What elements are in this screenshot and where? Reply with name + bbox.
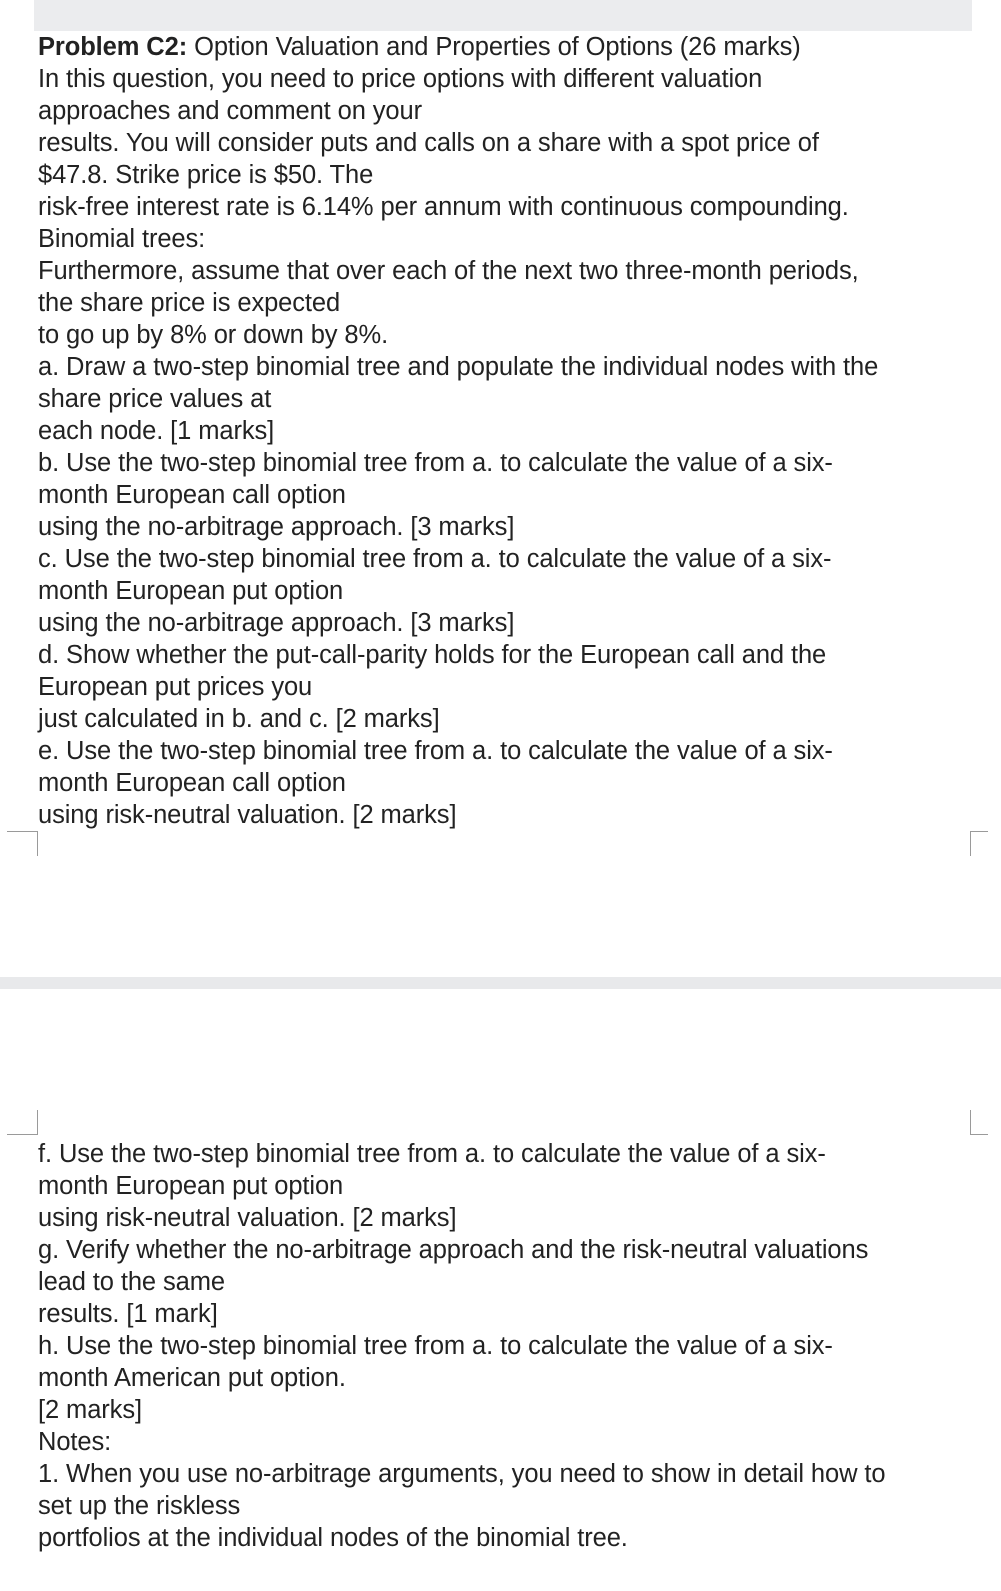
text-line: each node. [1 marks] bbox=[38, 417, 275, 445]
text-line: month European put option bbox=[38, 577, 344, 605]
note-1: 1. When you use no-arbitrage arguments, you need to show in detail how to bbox=[38, 1460, 886, 1488]
notes-heading: Notes: bbox=[38, 1428, 112, 1456]
text-line: using risk-neutral valuation. [2 marks] bbox=[38, 801, 457, 829]
problem-text-page-2 bbox=[38, 1138, 983, 1554]
text-line: month European call option bbox=[38, 481, 346, 509]
problem-title-text: Option Valuation and Properties of Options (26 marks) bbox=[187, 33, 801, 61]
text-line: month European put option bbox=[38, 1172, 344, 1200]
page-corner-mark-top-left bbox=[7, 1110, 38, 1135]
question-f: f. Use the two-step binomial tree from a. to calculate the value of a six- bbox=[38, 1140, 826, 1168]
text-line: just calculated in b. and c. [2 marks] bbox=[38, 705, 440, 733]
page-separator bbox=[0, 977, 1001, 989]
header-band bbox=[34, 0, 972, 31]
question-e: e. Use the two-step binomial tree from a. to calculate the value of a six- bbox=[38, 737, 833, 765]
question-g: g. Verify whether the no-arbitrage approach and the risk-neutral valuations bbox=[38, 1236, 869, 1264]
problem-text-page-1 bbox=[38, 31, 983, 831]
text-line: using the no-arbitrage approach. [3 marks] bbox=[38, 609, 515, 637]
question-a: a. Draw a two-step binomial tree and populate the individual nodes with the bbox=[38, 353, 879, 381]
section-heading: Binomial trees: bbox=[38, 225, 206, 253]
text-line: the share price is expected bbox=[38, 289, 341, 317]
text-line: European put prices you bbox=[38, 673, 313, 701]
text-line: month American put option. bbox=[38, 1364, 346, 1392]
question-d: d. Show whether the put-call-parity holds for the European call and the bbox=[38, 641, 827, 669]
text-line: lead to the same bbox=[38, 1268, 225, 1296]
text-line: using the no-arbitrage approach. [3 marks] bbox=[38, 513, 515, 541]
problem-title bbox=[38, 31, 983, 63]
text-line: approaches and comment on your bbox=[38, 97, 422, 125]
problem-title-label: Problem C2: bbox=[38, 33, 188, 61]
text-line: month European call option bbox=[38, 769, 346, 797]
text-line: results. You will consider puts and calls on a share with a spot price of bbox=[38, 129, 819, 157]
page-corner-mark-bottom-right bbox=[970, 831, 988, 856]
text-line: risk-free interest rate is 6.14% per annum with continuous compounding. bbox=[38, 193, 849, 221]
text-line: using risk-neutral valuation. [2 marks] bbox=[38, 1204, 457, 1232]
text-line: portfolios at the individual nodes of the binomial tree. bbox=[38, 1524, 628, 1552]
text-line: results. [1 mark] bbox=[38, 1300, 218, 1328]
text-line: to go up by 8% or down by 8%. bbox=[38, 321, 389, 349]
text-line: In this question, you need to price options with different valuation bbox=[38, 65, 763, 93]
text-line: set up the riskless bbox=[38, 1492, 241, 1520]
text-line: share price values at bbox=[38, 385, 272, 413]
text-line: $47.8. Strike price is $50. The bbox=[38, 161, 374, 189]
question-c: c. Use the two-step binomial tree from a. to calculate the value of a six- bbox=[38, 545, 832, 573]
question-h: h. Use the two-step binomial tree from a. to calculate the value of a six- bbox=[38, 1332, 833, 1360]
question-b: b. Use the two-step binomial tree from a. to calculate the value of a six- bbox=[38, 449, 833, 477]
text-line: Furthermore, assume that over each of the next two three-month periods, bbox=[38, 257, 859, 285]
text-line: [2 marks] bbox=[38, 1396, 142, 1424]
page-corner-mark-top-right bbox=[970, 1110, 988, 1135]
page-corner-mark-bottom-left bbox=[7, 831, 38, 856]
